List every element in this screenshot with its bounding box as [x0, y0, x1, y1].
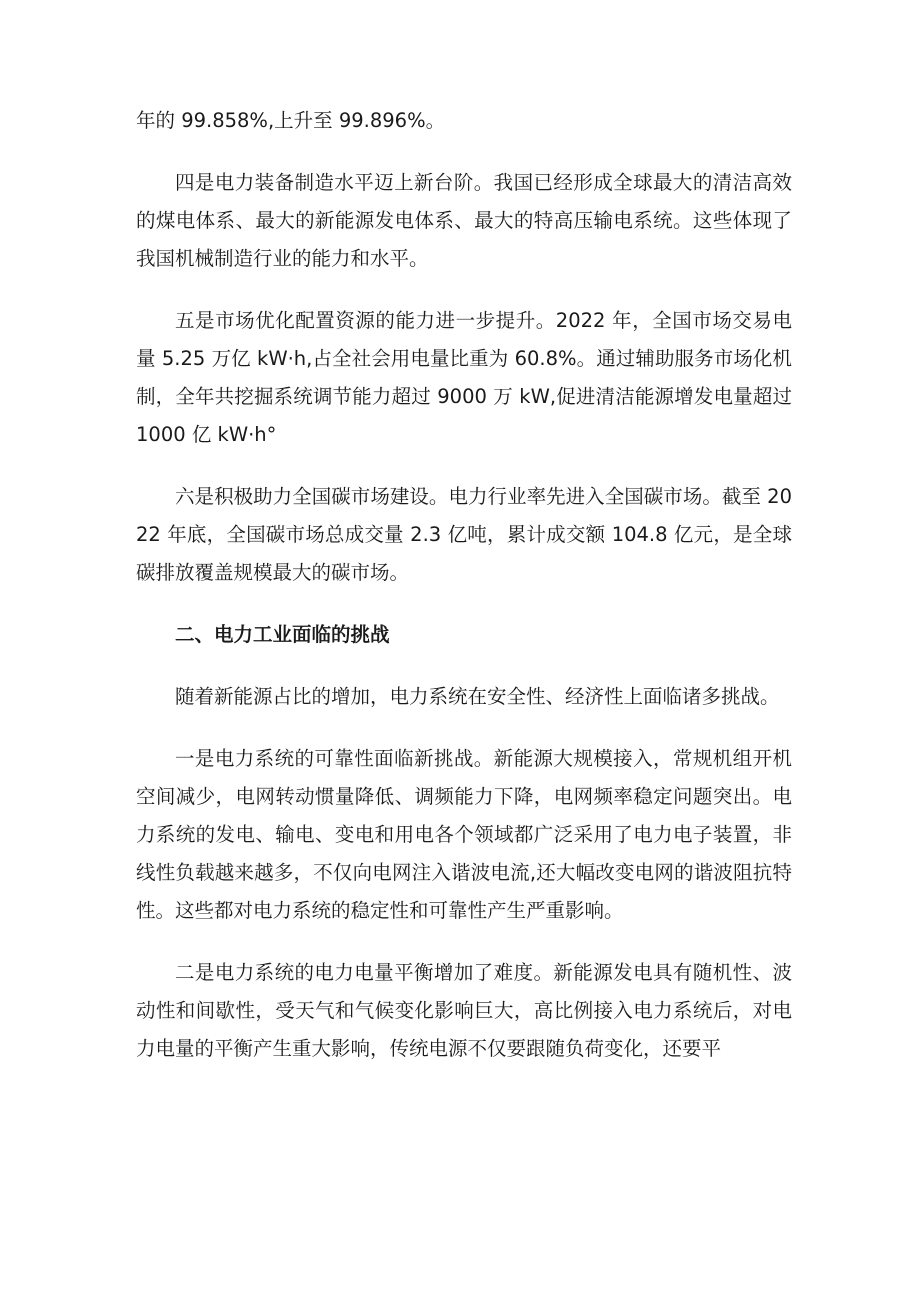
paragraph-equipment-manufacturing: 四是电力装备制造水平迈上新台阶。我国已经形成全球最大的清洁高效的煤电体系、最大的新能源发电体系、最大的特高压输电系统。这些体现了我国机械制造行业的能力和水平。 — [136, 171, 792, 270]
paragraph-carbon-market: 六是积极助力全国碳市场建设。电力行业率先进入全国碳市场。截至 2022 年底，全国碳市场总成交量 2.3 亿吨，累计成交额 104.8 亿元，是全球碳排放覆盖规模最大的碳市场。 — [136, 485, 792, 584]
paragraph-balance-challenge: 二是电力系统的电力电量平衡增加了难度。新能源发电具有随机性、波动性和间歇性，受天气和气候变化影响巨大，高比例接入电力系统后，对电力电量的平衡产生重大影响，传统电源不仅要跟随负荷变化，还要平 — [136, 961, 792, 1060]
paragraph-market-allocation: 五是市场优化配置资源的能力进一步提升。2022 年，全国市场交易电量 5.25 万亿 kW·h,占全社会用电量比重为 60.8%。通过辅助服务市场化机制，全年共挖掘系统调节能力超过 9000 万 kW,促进清洁能源增发电量超过 1000 亿 kW·h° — [136, 309, 792, 446]
section-heading: 二、电力工业面临的挑战 — [175, 623, 390, 646]
paragraph-challenges-intro: 随着新能源占比的增加，电力系统在安全性、经济性上面临诸多挑战。 — [175, 685, 780, 708]
paragraph-continuation: 年的 99.858%,上升至 99.896%。 — [136, 109, 446, 132]
paragraph-reliability-challenge: 一是电力系统的可靠性面临新挑战。新能源大规模接入，常规机组开机空间减少，电网转动惯量降低、调频能力下降，电网频率稳定问题突出。电力系统的发电、输电、变电和用电各个领域都广泛采用了电力电子装置，非线性负载越来越多，不仅向电网注入谐波电流,还大幅改变电网的谐波阻抗特性。这些都对电力系统的稳定性和可靠性产生严重影响。 — [136, 747, 792, 922]
